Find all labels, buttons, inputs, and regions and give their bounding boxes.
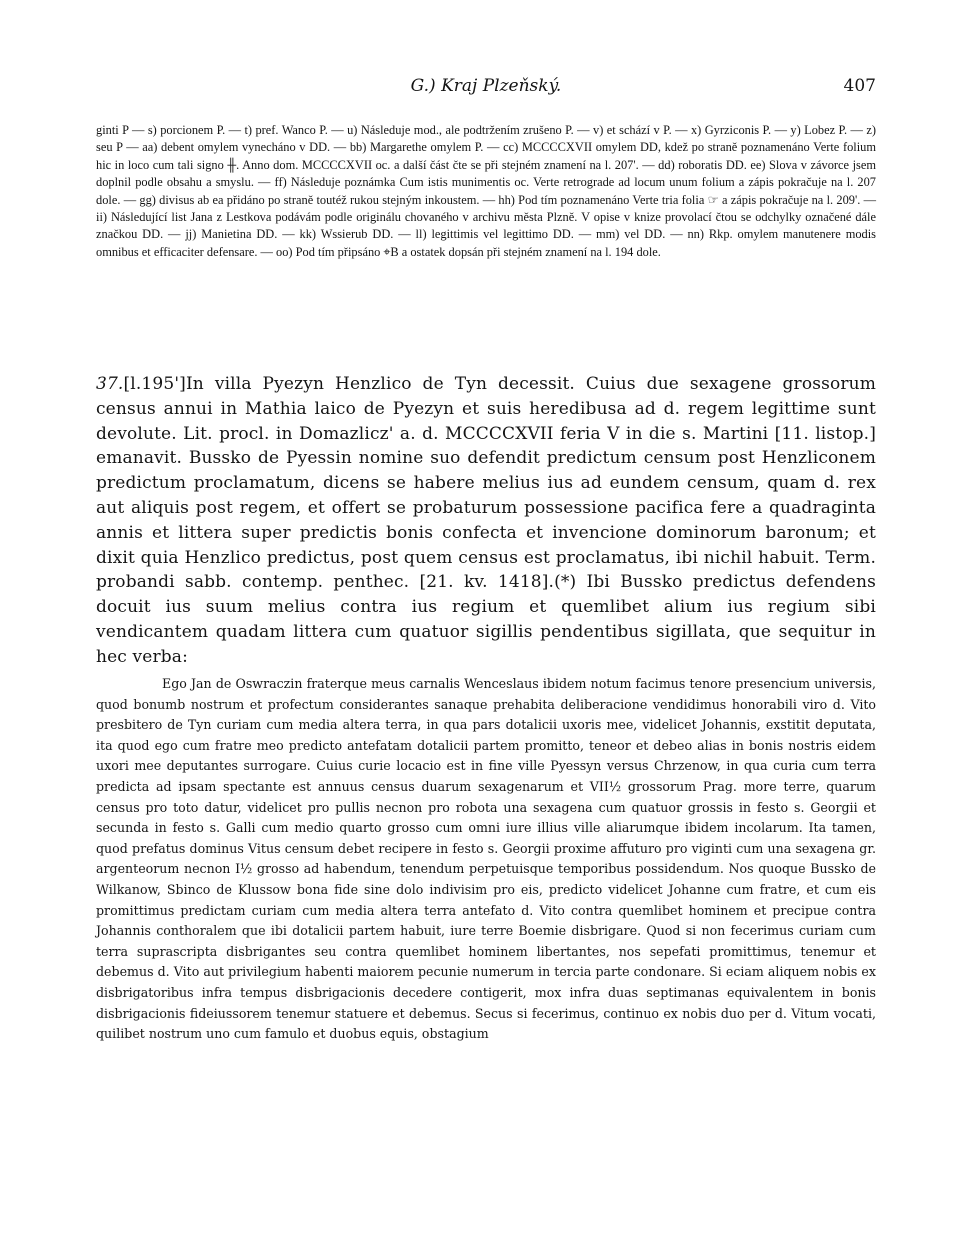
entry-number: 37. <box>96 374 124 394</box>
folio-marker: [l.195'] <box>123 374 186 394</box>
entry-37 <box>96 372 876 670</box>
entry-paragraph <box>96 372 876 670</box>
charter-text: Ego Jan de Oswraczin fraterque meus carnalis Wenceslaus ibidem notum facimus tenore presencium universis, quod bonumb nostrum et profectum considerantes sanaque prehabita deliberacione vendidimus honorabili viro d. Vito presbitero de Tyn curiam cum media altera terra, in qua pars dotalicii uxoris mee, videlicet Johannis, exstitit deputata, ita quod ego cum fratre meo predicto antefatam dotalicii partem promitto, teneor et debeo alias in bonis nostris eidem uxori mee deputantes surrogare. Cuius curie locacio est in fine ville Pyessyn versus Chrzenow, in qua curia cum terra predicta ad ipsam spectante est annuus census duarum sexagenarum et VII½ grossorum Prag. more terre, quarum census pro toto datur, videlicet pro pullis necnon pro robota una sexagena cum quatuor grossis in festo s. Georgii et secunda in festo s. Galli cum medio quarto grosso cum omni iure illius ville aliarumque ibidem incolarum. Ita tamen, quod prefatus dominus Vitus censum debet recipere in festo s. Georgii proxime affuturo pro viginti cum una sexagena gr. argenteorum necnon I½ grosso ad habendum, tenendum perpetuisque temporibus possidendum. Nos quoque Bussko de Wilkanow, Sbinco de Klussow bona fide sine dolo indivisim pro eis, predicto videlicet Johanne cum fratre, et cum eis promittimus predictam curiam cum media altera terra antefato d. Vito contra quemlibet hominem et precipue contra Johannis conthoralem que ibi dotalicii partem habuit, iure terre Boemie disbrigare. Quod si non fecerimus curiam cum terra suprascripta disbrigantes seu contra quemlibet hominem libertantes, nos sepefati promittimus, tenemur et debemus d. Vito aut privilegium habenti maiorem pecunie numerum in tercia parte condonare. Si eciam aliquem nobis ex disbrigatoribus infra tempus disbrigacionis decedere contigerit, mox infra duas septimanas equivalentem in bonis disbrigacionis fideiussorem tenemur statuere et debemus. Secus si fecerimus, continuo ex nobis duo per d. Vitum vocati, quilibet nostrum uno cum famulo et duobus equis, obstagium <box>96 676 876 1042</box>
footnotes-text: ginti P — s) porcionem P. — t) pref. Wanco P. — u) Následuje mod., ale podtržením zrušeno P. — v) et schází v P. — x) Gyrziconis P. — y) Lobez P. — z) seu P — aa) debent omylem vynecháno v DD. — bb) Margarethe omylem P. — cc) MCCCCXVII omylem DD, kdež po straně poznamenáno Verte folium hic in loco cum tali signo ╫. Anno dom. MCCCCXVII oc. a další část čte se při stejném znamení na l. 207'. — dd) roboratis DD. ee) Slova v závorce jsem doplnil podle obsahu a smyslu. — ff) Následuje poznámka Cum istis munimentis oc. Verte retrograde ad locum unum folium a zápis pokračuje na l. 207 dole. — gg) divisus ab ea přidáno po straně toutéž rukou stejným inkoustem. — hh) Pod tím poznamenáno Verte tria folia ☞ a zápis pokračuje na l. 209'. — ii) Následující list Jana z Lestkova podávám podle originálu chovaného v archivu města Plzně. V opise v knize provolací čtou se odchylky označené dále značkou DD. — jj) Manietina DD. — kk) Wssierub DD. — ll) legittimis vel legittimo DD. — mm) vel DD. — nn) Rkp. omylem manutenere modis omnibus et efficaciter defensare. — oo) Pod tím připsáno ⌖B a ostatek dopsán při stejném znamení na l. 194 dole. <box>96 123 876 259</box>
page-header <box>96 76 876 102</box>
footnotes-block <box>96 122 876 261</box>
charter-block <box>96 674 876 1045</box>
running-title: G.) Kraj Plzeňský. <box>410 76 562 96</box>
entry-text: In villa Pyezyn Henzlico de Tyn decessit. Cuius due sexagene grossorum census annui in Mathia laico de Pyezyn et suis heredibusa ad d. regem legittime sunt devolute. Lit. procl. in Domazlicz' a. d. MCCCCXVII feria V in die s. Martini [11. listop.] emanavit. Bussko de Pyessin nomine suo defendit predictum censum post Henzliconem predictum proclamatum, dicens se habere melius ius ad eundem censum, quam d. rex aut aliquis post regem, et offert se probaturum possessione pacifica fere a quadraginta annis et littera super predictis bonis confecta et invencione dominorum baronum; et dixit quia Henzlico predictus, post quem census est proclamatus, ibi nichil habuit. Term. probandi sabb. contemp. penthec. [21. kv. 1418].(*) Ibi Bussko predictus defendens docuit ius suum melius contra ius regium et quemlibet alium ius regium sibi vendicantem quadam littera cum quatuor sigillis pendentibus sigillata, que sequitur in hec verba: <box>96 374 876 667</box>
page-number: 407 <box>843 76 876 96</box>
